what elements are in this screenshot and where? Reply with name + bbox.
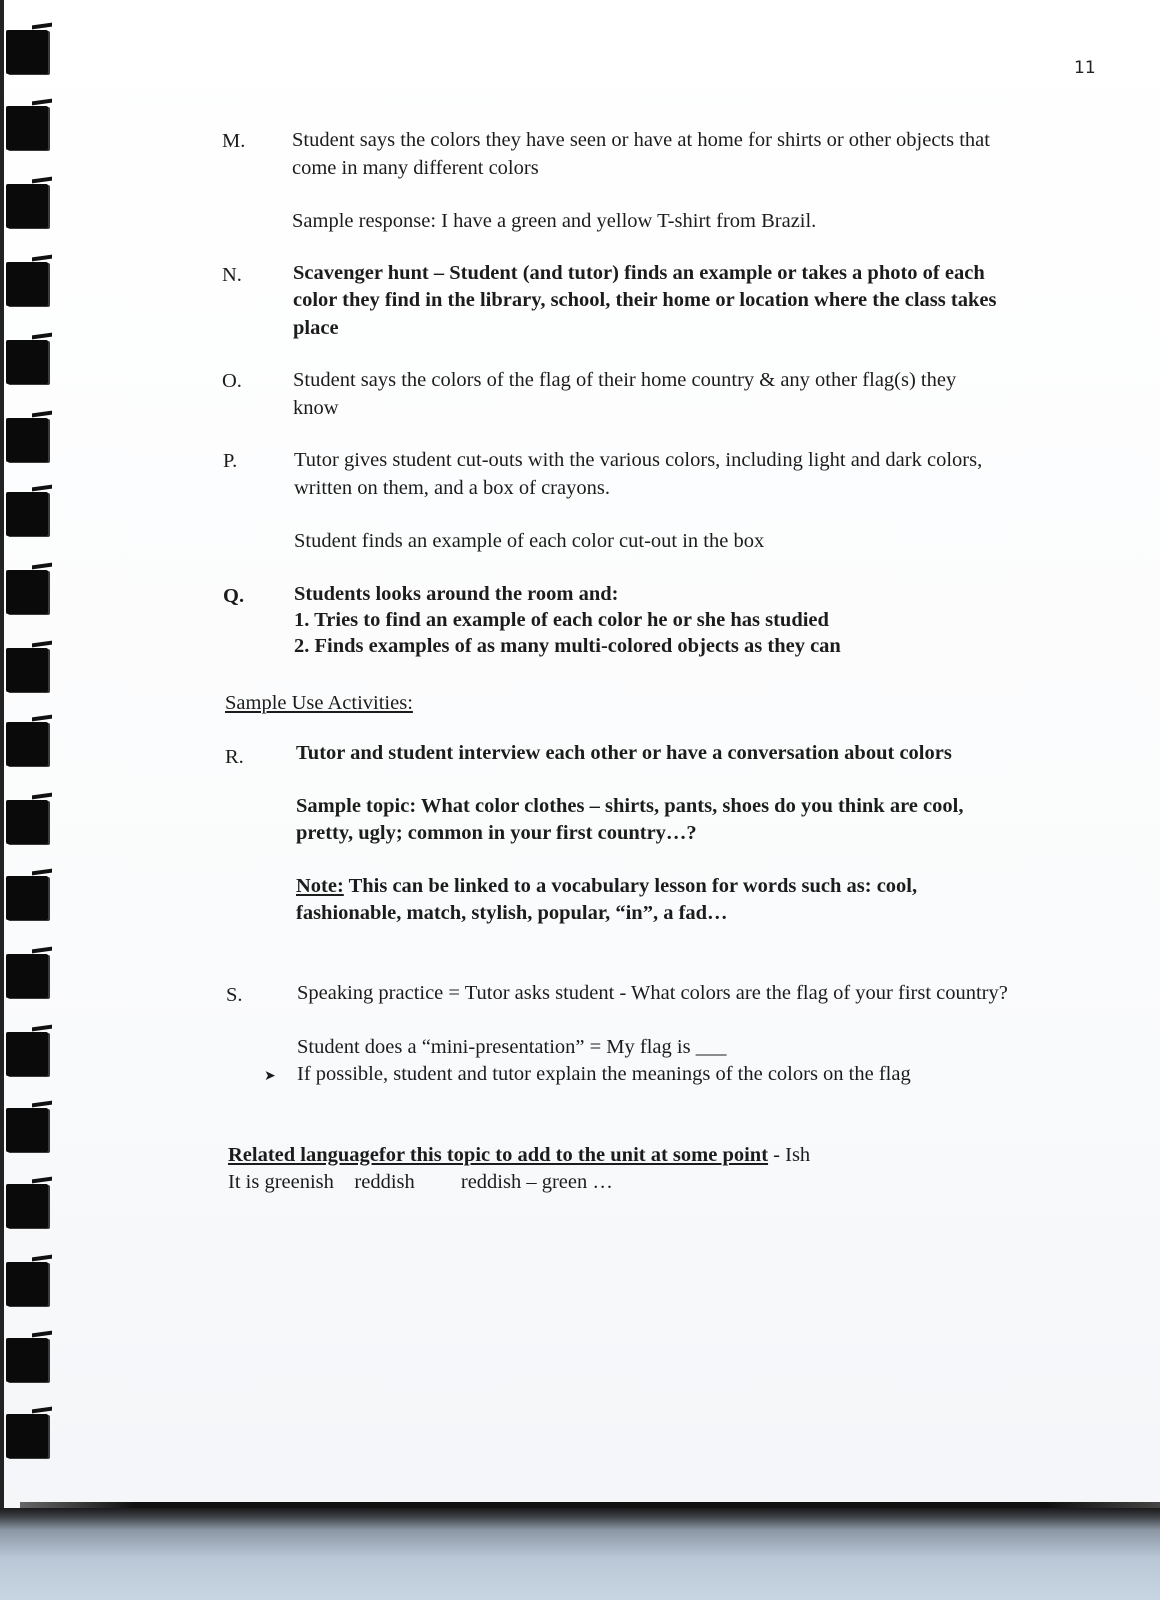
binding-hole [6,1338,48,1382]
item-m-sample: Sample response: I have a green and yellow T-shirt from Brazil. [292,210,817,232]
binding-hole [6,1032,48,1076]
item-r-topic-1: Sample topic: What color clothes – shirts, pants, shoes do you think are cool, [296,795,964,817]
binding-hole [6,1414,48,1458]
related-examples: It is greenish reddish reddish – green … [228,1171,613,1193]
item-s-bullet: If possible, student and tutor explain the meanings of the colors on the flag [297,1063,911,1085]
item-q-line-3: 2. Finds examples of as many multi-colored objects as they can [294,635,841,657]
item-m-line-2: come in many different colors [292,157,539,179]
item-letter-q: Q. [223,585,245,607]
binding-edge [0,0,4,1520]
binding-hole [6,1262,48,1306]
item-letter-s: S. [226,984,243,1006]
item-q-line-1: Students looks around the room and: [294,583,619,605]
item-letter-n: N. [222,264,242,286]
item-r-note-2: fashionable, match, stylish, popular, “in”, a fad… [296,902,728,924]
related-heading-line [228,1142,810,1169]
note-text: This can be linked to a vocabulary lesson for words such as: cool, [343,875,918,897]
item-n-line-2: color they find in the library, school, their home or location where the class takes [293,289,997,311]
item-n-line-3: place [293,317,339,339]
section-heading: Sample Use Activities: [225,692,413,714]
binding-hole [6,184,48,228]
item-s-line-2: Student does a “mini-presentation” = My flag is ___ [297,1036,727,1058]
binding-hole [6,1108,48,1152]
binding-hole [6,492,48,536]
binding-hole [6,954,48,998]
binding-hole [6,30,48,74]
item-o-line-2: know [293,397,339,419]
related-heading: Related languagefor this topic to add to the unit at some point [228,1144,769,1166]
item-p-line-3: Student finds an example of each color cut-out in the box [294,530,765,552]
scan-shadow-band [0,1508,1160,1600]
item-p-line-1: Tutor gives student cut-outs with the various colors, including light and dark colors, [294,449,983,471]
binding-hole [6,722,48,766]
item-letter-m: M. [222,130,246,152]
item-s-line-1: Speaking practice = Tutor asks student - What colors are the flag of your first country? [297,982,1008,1004]
binding-hole [6,648,48,692]
item-r-line-1: Tutor and student interview each other or have a conversation about colors [296,742,952,764]
binding-hole [6,570,48,614]
binding-hole [6,876,48,920]
item-letter-o: O. [222,370,242,392]
note-label: Note: [296,875,344,897]
binding-hole [6,106,48,150]
item-letter-r: R. [225,746,244,768]
binding-hole [6,340,48,384]
item-n-line-1: Scavenger hunt – Student (and tutor) finds an example or takes a photo of each [293,262,985,284]
related-suffix: - Ish [768,1144,811,1166]
page-number: 11 [1074,58,1096,78]
item-p-line-2: written on them, and a box of crayons. [294,477,610,499]
item-m-line-1: Student says the colors they have seen or have at home for shirts or other objects that [292,129,990,151]
item-r-note-1 [296,873,917,900]
binding-hole [6,418,48,462]
binding-hole [6,262,48,306]
item-o-line-1: Student says the colors of the flag of their home country & any other flag(s) they [293,369,957,391]
item-r-topic-2: pretty, ugly; common in your first country…? [296,822,697,844]
item-q-line-2: 1. Tries to find an example of each color he or she has studied [294,609,829,631]
binding-hole [6,800,48,844]
spiral-binding [0,0,60,1520]
binding-hole [6,1184,48,1228]
item-letter-p: P. [223,450,238,472]
arrowhead-bullet-icon: ➤ [264,1069,276,1084]
